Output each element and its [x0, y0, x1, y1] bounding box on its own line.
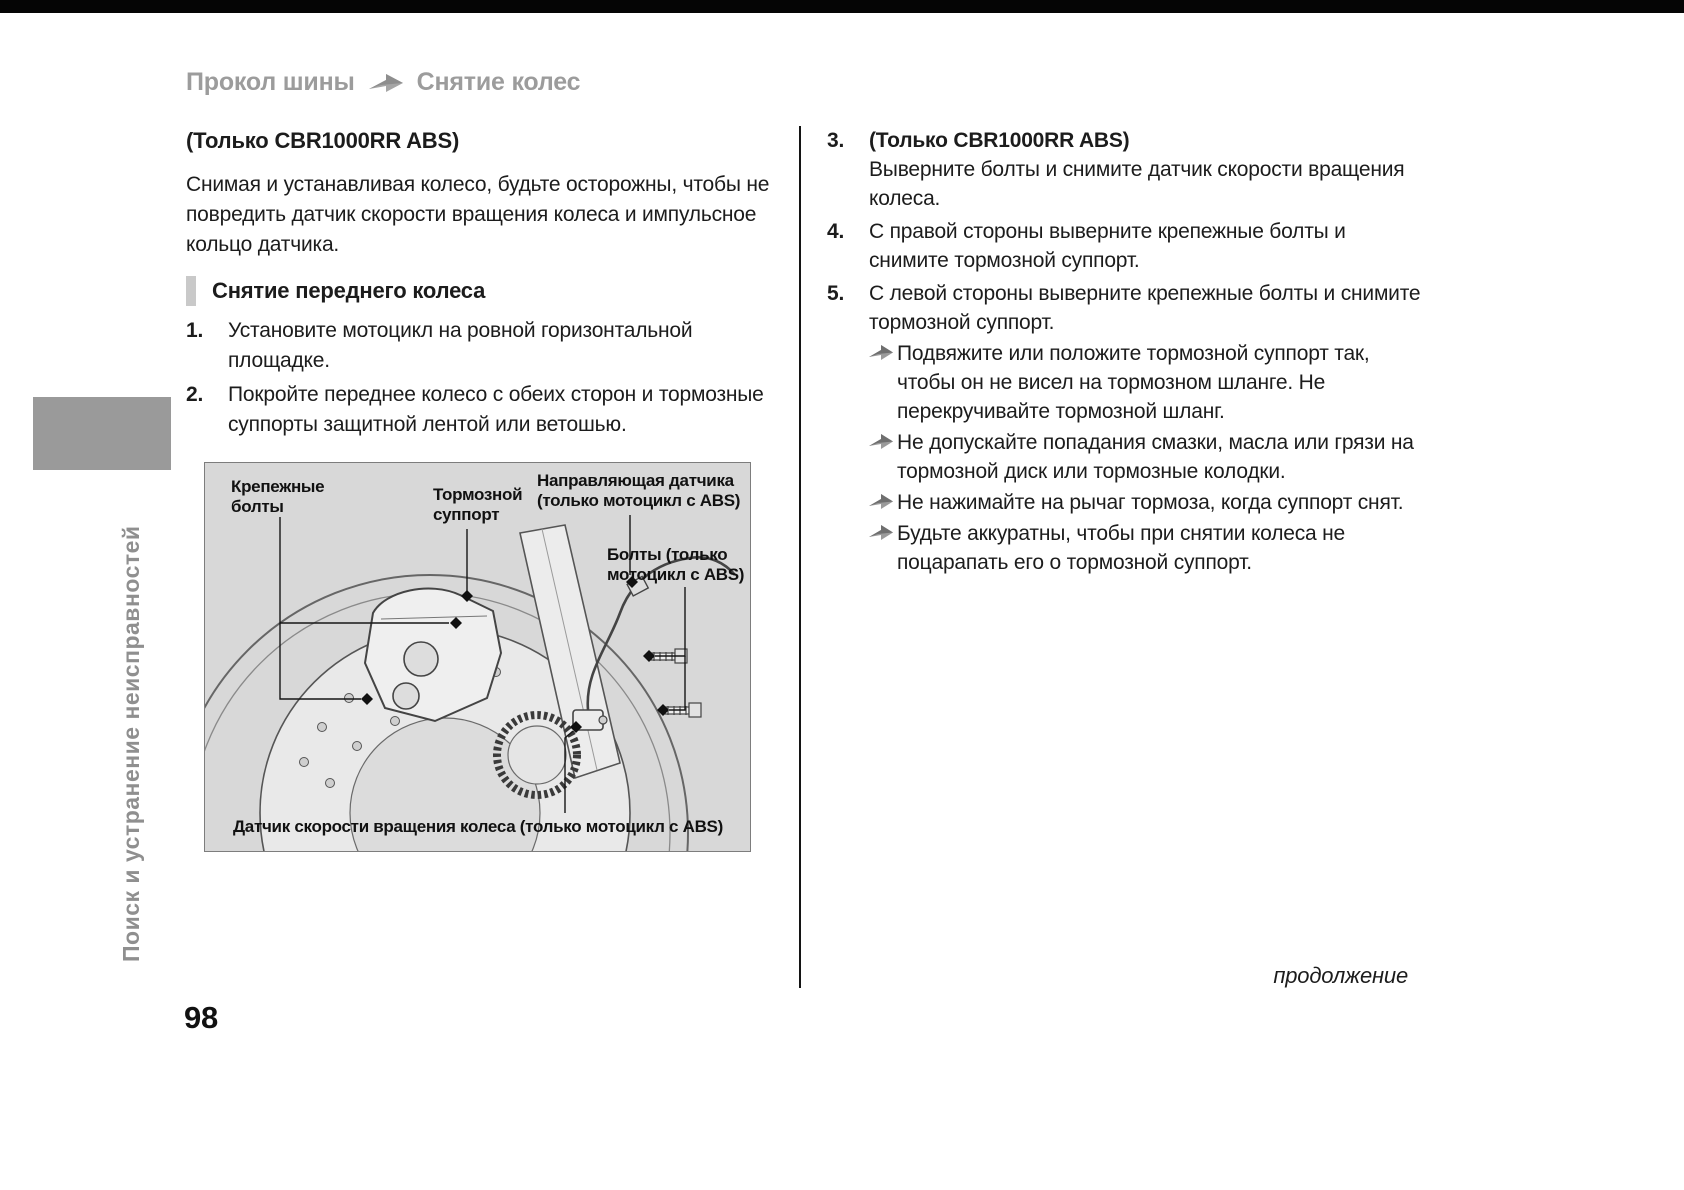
breadcrumb	[186, 68, 580, 97]
column-divider	[799, 126, 801, 988]
note-text: Подвяжите или положите тормозной суппорт так, чтобы он не висел на тормозном шланге. Не перекручивайте тормозной шланг.	[897, 342, 1370, 423]
left-column	[186, 126, 790, 852]
note-text: Не нажимайте на рычаг тормоза, когда суппорт снят.	[897, 491, 1404, 514]
top-border-bar	[0, 0, 1684, 13]
label-brake-caliper: Тормозной суппорт	[433, 485, 523, 524]
note-item	[869, 519, 1425, 577]
label-bolts-abs: Болты (только мотоцикл с ABS)	[607, 545, 745, 584]
breadcrumb-section: Прокол шины	[186, 68, 355, 96]
section-heading-bar	[186, 276, 196, 306]
label-wheel-speed-sensor: Датчик скорости вращения колеса (только мотоцикл с ABS)	[233, 817, 723, 836]
note-item	[869, 339, 1425, 426]
label-sensor-guide: Направляющая датчика (только мотоцикл с ABS)	[537, 471, 741, 510]
step-number: 3.	[827, 129, 845, 152]
step-title: (Только CBR1000RR ABS)	[869, 129, 1130, 152]
arrow-bullet-icon	[869, 433, 897, 486]
arrow-bullet-icon	[869, 524, 897, 577]
step-text: Выверните болты и снимите датчик скорости вращения колеса.	[869, 158, 1405, 210]
step-2	[186, 380, 790, 440]
step-number: 5.	[827, 282, 845, 305]
front-wheel-diagram	[204, 462, 751, 852]
page-number: 98	[184, 1000, 219, 1035]
note-text: Не допускайте попадания смазки, масла или грязи на тормозной диск или тормозные колодки.	[897, 431, 1414, 483]
section-heading	[186, 276, 790, 306]
note-text: Будьте аккуратны, чтобы при снятии колеса не поцарапать его о тормозной суппорт.	[897, 522, 1346, 574]
arrow-bullet-icon	[869, 344, 897, 426]
label-mount-bolts: Крепежные болты	[231, 477, 325, 516]
notes-list	[869, 339, 1425, 577]
step-5	[827, 279, 1425, 579]
chapter-tab-marker	[33, 397, 171, 470]
step-number: 4.	[827, 220, 845, 243]
note-item	[869, 428, 1425, 486]
step-4	[827, 217, 1425, 275]
abs-note-title: (Только CBR1000RR ABS)	[186, 128, 460, 153]
breadcrumb-page-title: Снятие колес	[416, 68, 581, 96]
step-text: Покройте переднее колесо с обеих сторон и тормозные суппорты защитной лентой или ветошью.	[228, 383, 764, 436]
right-column	[827, 126, 1425, 583]
abs-note-text: Снимая и устанавливая колесо, будьте осторожны, чтобы не повредить датчик скорости вращения колеса и импульсное кольцо датчика.	[186, 173, 770, 256]
chapter-vertical-label: Поиск и устранение неисправностей	[118, 525, 144, 962]
continuation-note: продолжение	[1273, 963, 1408, 988]
section-heading-title: Снятие переднего колеса	[212, 278, 486, 303]
step-text: Установите мотоцикл на ровной горизонтальной площадке.	[228, 319, 693, 372]
step-3	[827, 126, 1425, 213]
breadcrumb-arrow-icon	[369, 72, 403, 94]
step-number: 2.	[186, 383, 204, 406]
step-text: С правой стороны выверните крепежные болты и снимите тормозной суппорт.	[869, 220, 1346, 272]
note-item	[869, 488, 1425, 517]
arrow-bullet-icon	[869, 493, 897, 517]
step-number: 1.	[186, 319, 204, 342]
step-1	[186, 316, 790, 376]
step-text: С левой стороны выверните крепежные болты и снимите тормозной суппорт.	[869, 282, 1421, 334]
